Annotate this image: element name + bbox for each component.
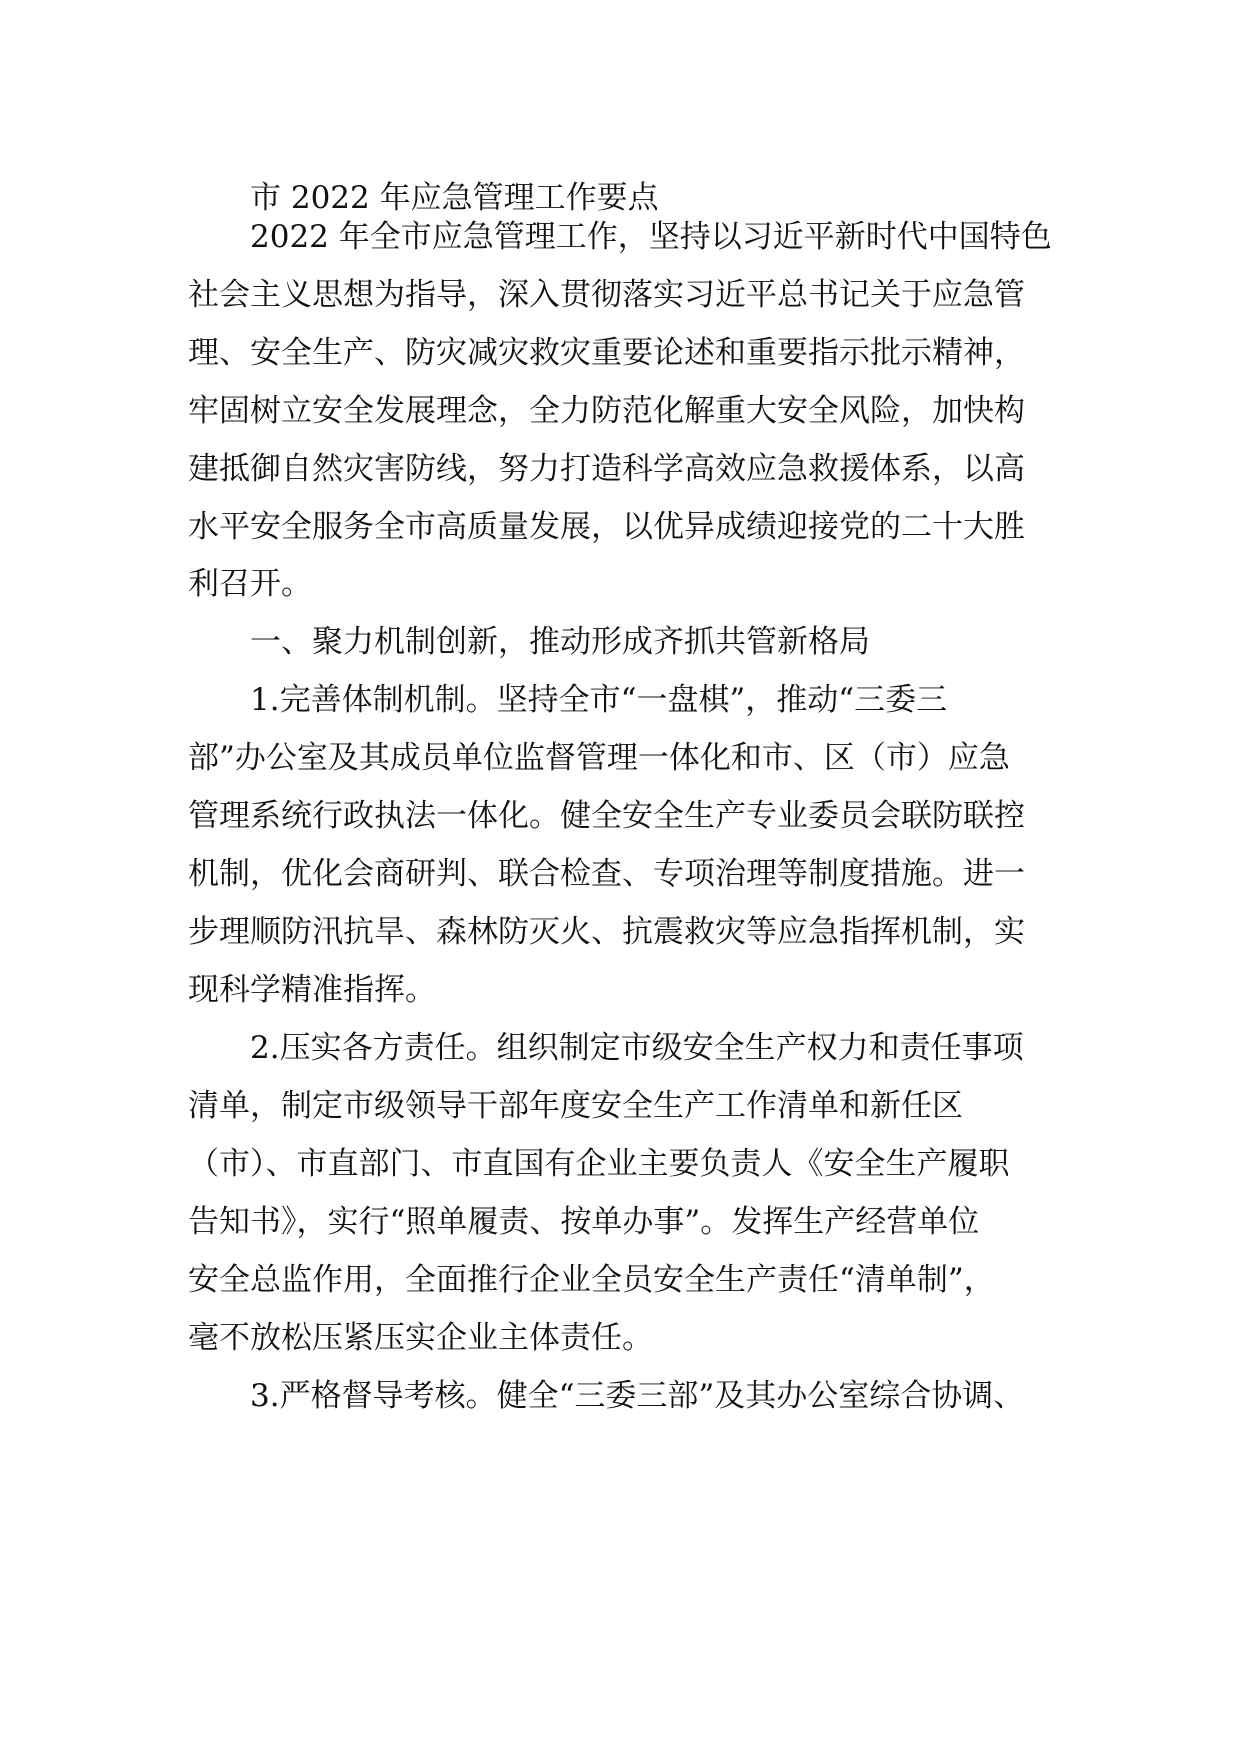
item-2-line-3: （市）、市直部门、市直国有企业主要负责人《安全生产履职 [188,1146,1010,1182]
paragraph-intro-line-2: 社会主义思想为指导，深入贯彻落实习近平总书记关于应急管 [188,277,1025,313]
item-2-line-1: 2.压实各方责任。组织制定市级安全生产权力和责任事项 [250,1030,1024,1066]
paragraph-intro-line-3: 理、安全生产、防灾减灾救灾重要论述和重要指示批示精神， [188,335,1025,371]
paragraph-intro-line-6: 水平安全服务全市高质量发展，以优异成绩迎接党的二十大胜 [188,509,1025,545]
item-2-line-6: 毫不放松压紧压实企业主体责任。 [188,1320,653,1356]
section-heading-1: 一、聚力机制创新，推动形成齐抓共管新格局 [250,624,870,660]
document-title: 市 2022 年应急管理工作要点 [250,180,659,216]
item-2-line-4: 告知书》，实行“照单履责、按单办事”。发挥生产经营单位 [188,1204,980,1240]
paragraph-intro-line-7: 利召开。 [188,566,312,602]
paragraph-intro-line-1: 2022 年全市应急管理工作，坚持以习近平新时代中国特色 [250,219,1052,255]
item-2-line-2: 清单，制定市级领导干部年度安全生产工作清单和新任区 [188,1088,963,1124]
item-1-line-2: 部”办公室及其成员单位监督管理一体化和市、区（市）应急 [188,740,1010,776]
item-1-line-5: 步理顺防汛抗旱、森林防灭火、抗震救灾等应急指挥机制，实 [188,914,1025,950]
item-1-line-3: 管理系统行政执法一体化。健全安全生产专业委员会联防联控 [188,798,1025,834]
item-2-line-5: 安全总监作用，全面推行企业全员安全生产责任“清单制”， [188,1262,995,1298]
paragraph-intro-line-4: 牢固树立安全发展理念，全力防范化解重大安全风险，加快构 [188,393,1025,429]
item-1-line-6: 现科学精准指挥。 [188,972,436,1008]
paragraph-intro-line-5: 建抵御自然灾害防线，努力打造科学高效应急救援体系，以高 [188,451,1025,487]
item-3-line-1: 3.严格督导考核。健全“三委三部”及其办公室综合协调、 [250,1378,1025,1414]
item-1-line-4: 机制，优化会商研判、联合检查、专项治理等制度措施。进一 [188,856,1025,892]
item-1-line-1: 1.完善体制机制。坚持全市“一盘棋”，推动“三委三 [250,682,948,718]
